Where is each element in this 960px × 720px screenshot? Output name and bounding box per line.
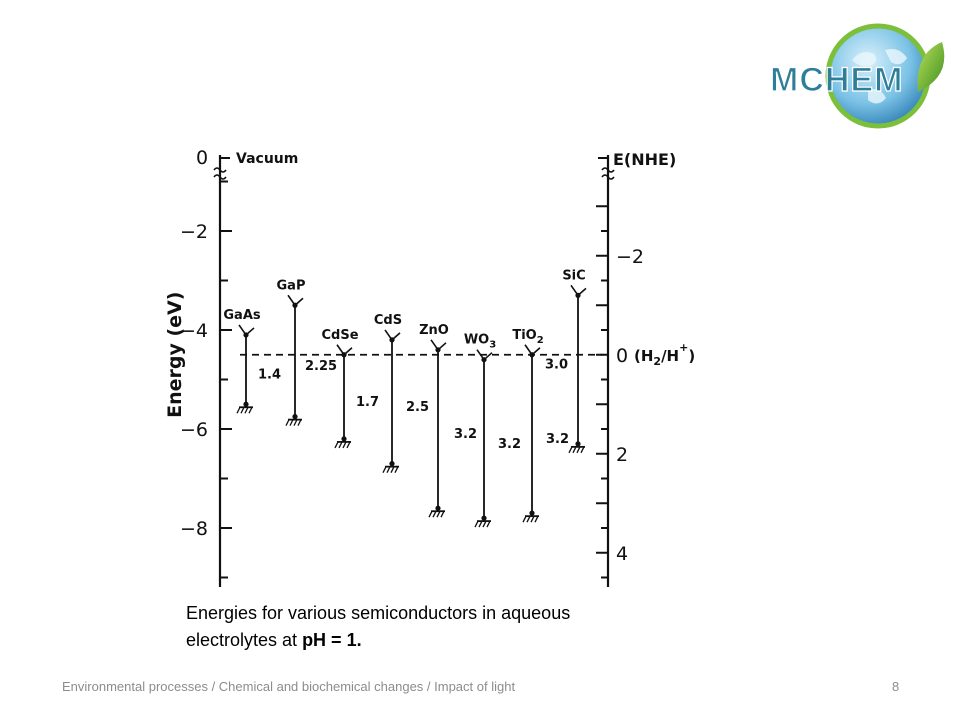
band-gap-value-label: 3.2 xyxy=(454,427,478,442)
valence-band-hatch xyxy=(433,511,436,517)
left-axis-tick-label: −6 xyxy=(179,419,208,441)
valence-band-dot xyxy=(292,414,297,419)
material-name-label: ZnO xyxy=(419,322,449,338)
valence-band-hatch xyxy=(441,511,444,517)
valence-band-dot xyxy=(575,441,580,446)
right-axis-title: E(NHE) xyxy=(613,150,677,169)
valence-band-hatch xyxy=(535,516,538,522)
valence-band-hatch xyxy=(475,521,478,527)
band-gap-value-label: 1.7 xyxy=(356,394,380,410)
material-name-label: CdS xyxy=(373,312,403,328)
material-name-label: $WO_3$ xyxy=(463,332,497,351)
right-axis-tick-label: 4 xyxy=(616,542,629,565)
caption-line-1: Energies for various semiconductors in aqueous xyxy=(186,603,571,623)
nhe-reference-caption: $(H_2/H^+)$ xyxy=(634,340,696,368)
material-name-label: CdSe xyxy=(321,327,359,343)
material-name-label: SiC xyxy=(562,268,586,284)
material-band-zno xyxy=(419,323,477,517)
material-name-label: GaAs xyxy=(223,307,261,323)
valence-band-hatch xyxy=(335,442,338,448)
valence-band-hatch xyxy=(437,511,440,517)
conduction-band-dot xyxy=(341,352,346,357)
valence-band-hatch xyxy=(531,516,534,522)
conduction-band-dot xyxy=(575,293,580,298)
conduction-band-dot xyxy=(481,357,486,362)
valence-band-hatch xyxy=(286,420,289,426)
material-band-cdse xyxy=(321,328,379,448)
right-axis-tick-label: 2 xyxy=(616,443,629,466)
valence-band-hatch xyxy=(429,511,432,517)
material-band-gaas xyxy=(223,308,281,413)
band-gap-value-label: 3.0 xyxy=(544,357,568,373)
conduction-band-dot xyxy=(292,303,297,308)
conduction-band-dot xyxy=(243,332,248,337)
valence-band-dot xyxy=(243,402,248,407)
valence-band-dot xyxy=(481,516,486,521)
caption-line-2 xyxy=(186,627,706,654)
valence-band-dot xyxy=(389,461,394,466)
material-name-label: TiO$_2$ xyxy=(512,327,544,346)
logo-text: MCHEM xyxy=(770,61,904,99)
vacuum-label: Vacuum xyxy=(236,151,299,167)
nhe-reference-zero-label: 0 xyxy=(616,344,629,367)
caption-line-2-prefix: electrolytes at xyxy=(186,630,303,650)
left-axis-tick-label: −2 xyxy=(179,221,208,243)
left-axis-tick-label: −8 xyxy=(179,518,208,540)
conduction-band-dot xyxy=(435,347,440,352)
left-axis-top-label: 0 xyxy=(195,147,209,169)
material-name-label: GaP xyxy=(276,278,306,294)
valence-band-hatch xyxy=(527,516,530,522)
left-axis-title: Energy (eV) xyxy=(164,291,186,418)
valence-band-hatch xyxy=(383,467,386,473)
conduction-band-dot xyxy=(389,337,394,342)
band-gap-value-label: 3.2 xyxy=(546,431,570,447)
valence-band-hatch xyxy=(237,407,240,413)
conduction-band-dot xyxy=(529,352,534,357)
material-band-sic xyxy=(545,268,586,453)
band-energy-diagram xyxy=(150,135,710,595)
page-number: 8 xyxy=(892,679,900,694)
band-gap-value-label: 2.5 xyxy=(406,399,430,415)
footer-breadcrumb: Environmental processes / Chemical and biochemical changes / Impact of light xyxy=(62,679,516,694)
figure-caption xyxy=(186,600,706,654)
caption-ph-value: pH = 1. xyxy=(302,630,362,650)
valence-band-dot xyxy=(341,436,346,441)
band-gap-value-label: 2.25 xyxy=(305,358,338,374)
material-band-gap xyxy=(277,278,338,425)
left-axis-tick-label: −4 xyxy=(179,320,208,342)
band-gap-value-label: 3.2 xyxy=(498,436,522,452)
band-gap-value-label: 1.4 xyxy=(258,367,282,383)
mchem-logo xyxy=(760,20,950,140)
right-axis-tick-label: −2 xyxy=(616,245,645,268)
valence-band-hatch xyxy=(569,447,572,453)
valence-band-dot xyxy=(529,511,534,516)
valence-band-hatch xyxy=(523,516,526,522)
valence-band-dot xyxy=(435,506,440,511)
